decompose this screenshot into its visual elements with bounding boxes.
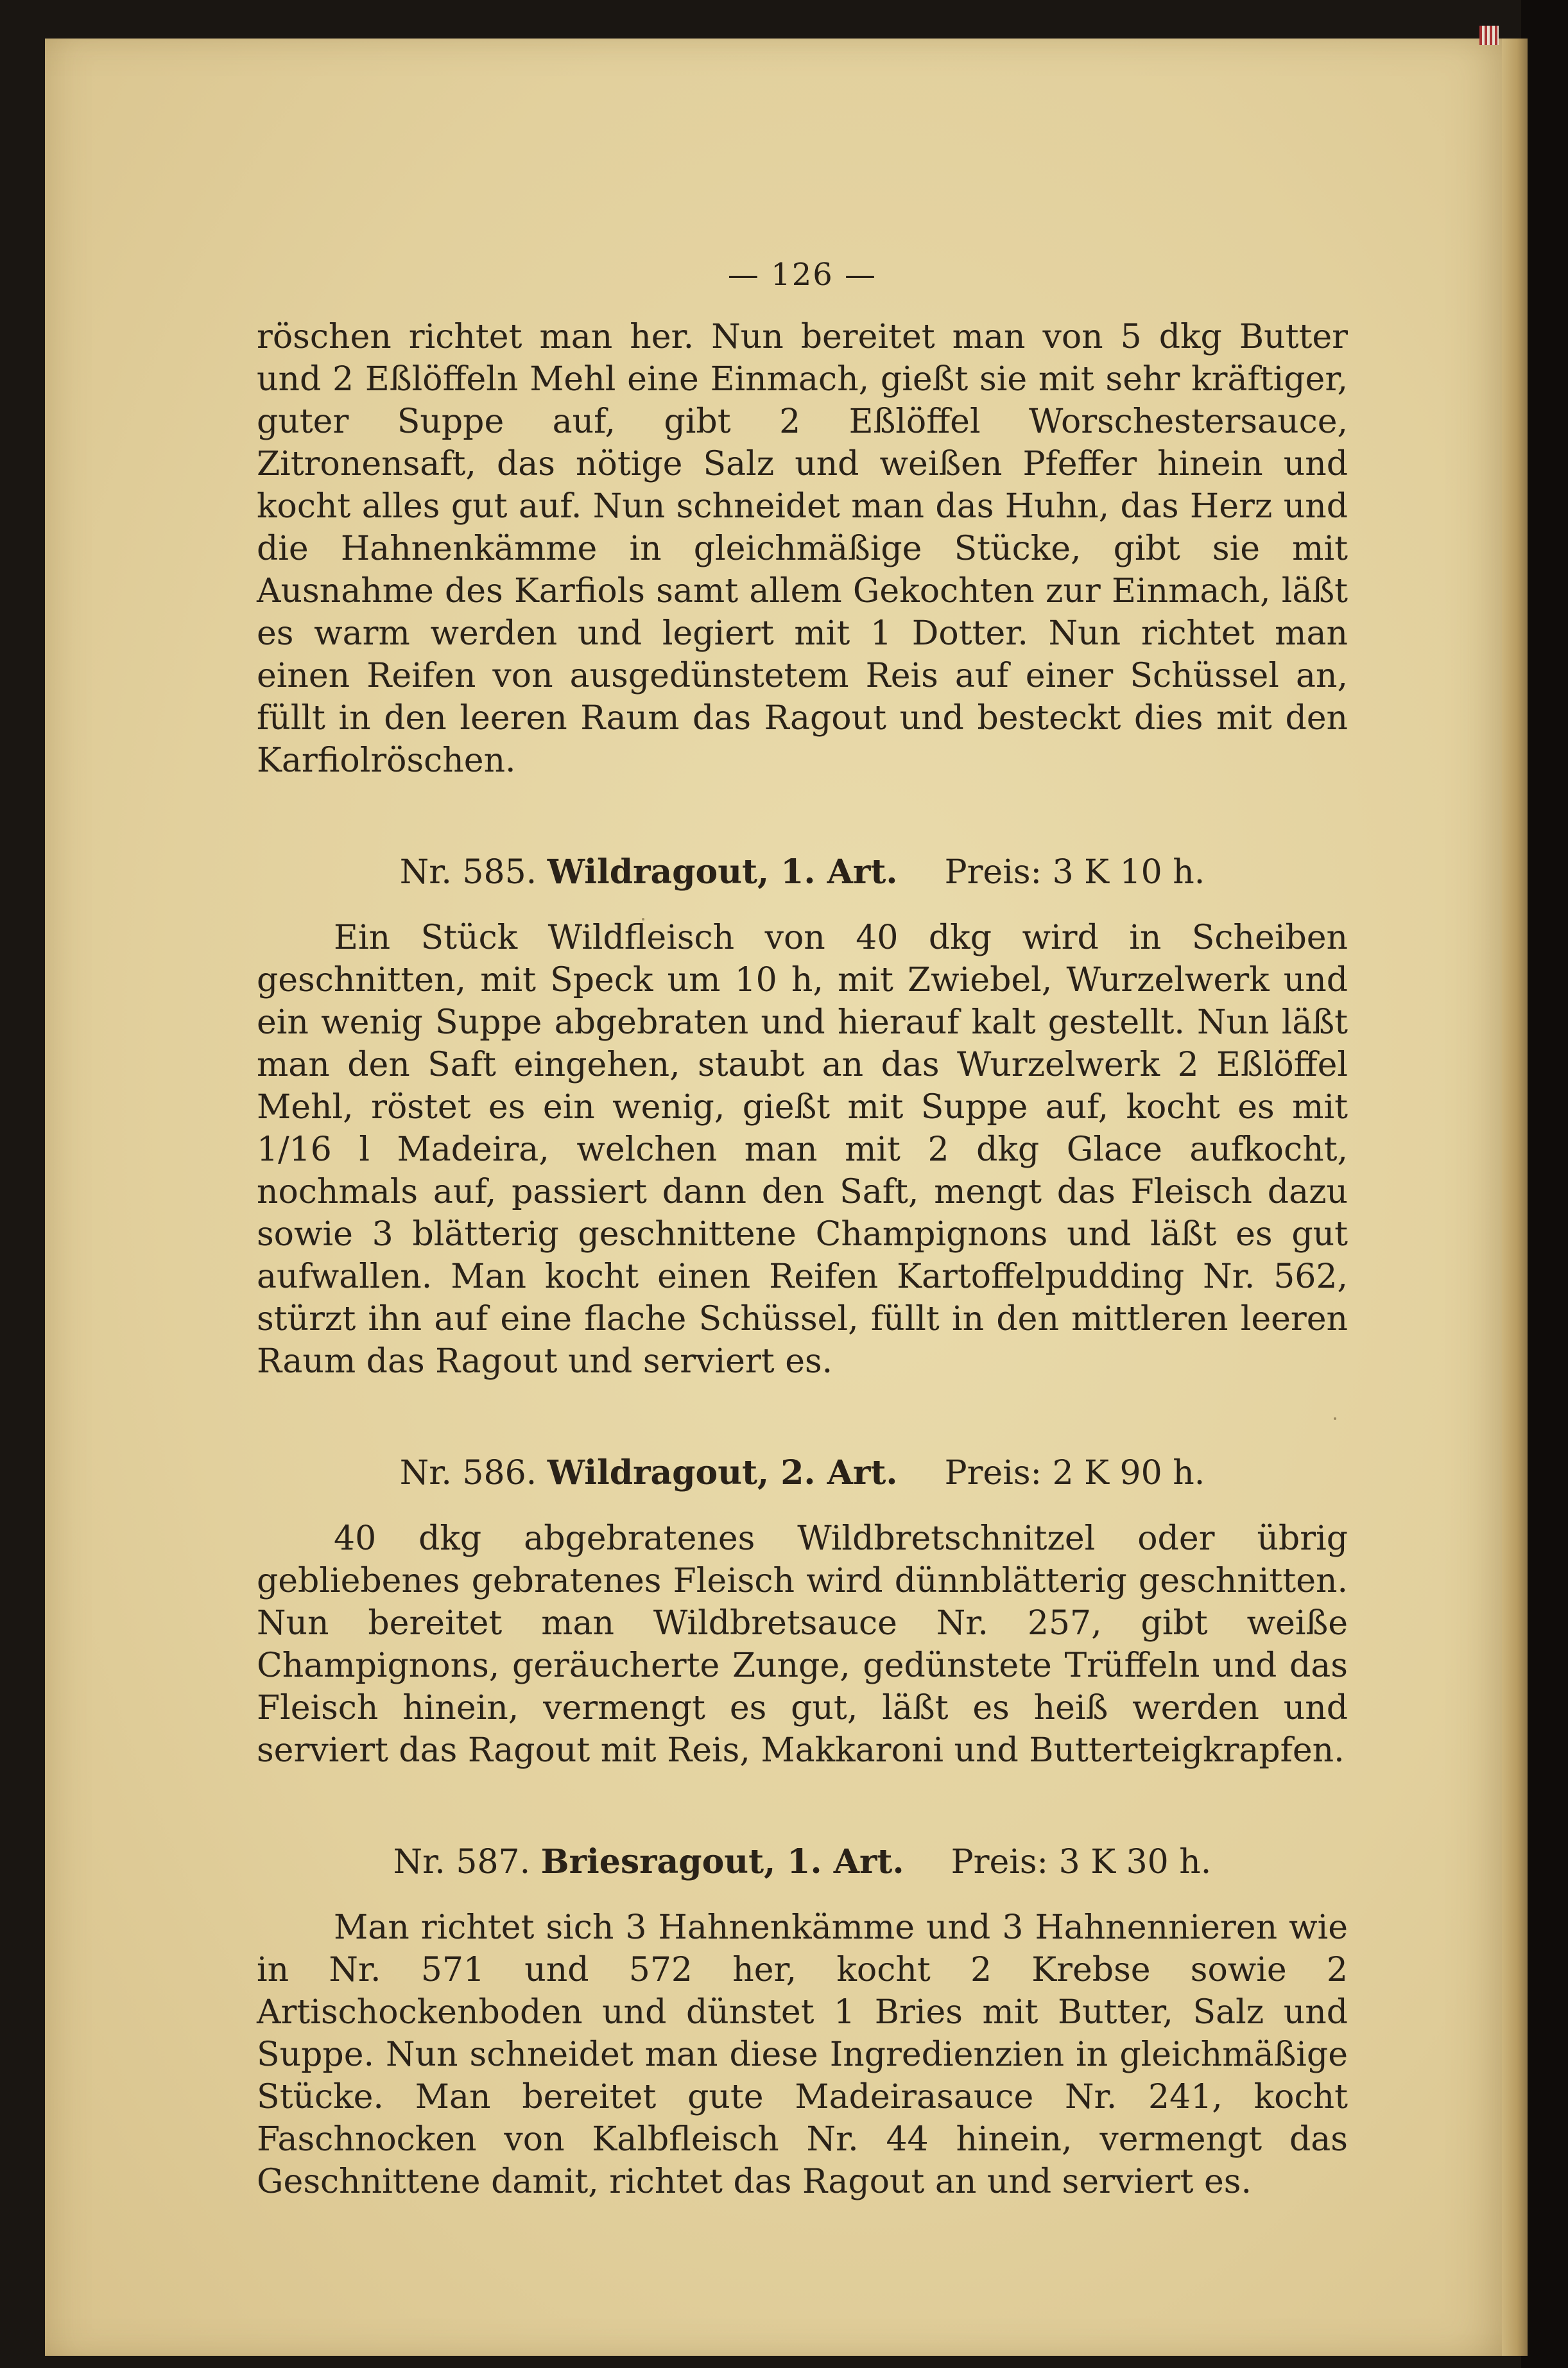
recipe-heading-585 — [257, 851, 1348, 894]
recipe-number: Nr. 585. — [399, 853, 537, 892]
intro-paragraph: röschen richtet man her. Nun bereitet man von 5 dkg Butter und 2 Eßlöffeln Mehl eine Einmach, gießt sie mit sehr kräftiger, guter Suppe auf, gibt 2 Eßlöffel Worschestersauce, Zitronensaft, das nötige Salz und weißen Pfeffer hinein und kocht alles gut auf. Nun schneidet man das Huhn, das Herz und die Hahnenkämme in gleichmäßige Stücke, gibt sie mit Ausnahme des Karfiols samt allem Gekochten zur Einmach, läßt es warm werden und legiert mit 1 Dotter. Nun richtet man einen Reifen von ausgedünstetem Reis auf einer Schüssel an, füllt in den leeren Raum das Ragout und besteckt dies mit den Karfiolröschen. — [257, 318, 1348, 780]
page-text — [257, 257, 1348, 2203]
page-edge — [1502, 39, 1528, 2356]
recipe-title: Wildragout, 1. Art. — [547, 852, 898, 892]
recipe-heading-586 — [257, 1452, 1348, 1494]
recipe-text-587: Man richtet sich 3 Hahnenkämme und 3 Hahnennieren wie in Nr. 571 und 572 her, kocht 2 Krebse sowie 2 Artischockenboden und dünstet 1 Bries mit Butter, Salz und Suppe. Nun schneidet man diese Ingredienzien in gleichmäßige Stücke. Man bereitet gute Madeirasauce Nr. 241, kocht Faschnocken von Kalbfleisch Nr. 44 hinein, vermengt das Geschnittene damit, richtet das Ragout an und serviert es. — [257, 1908, 1348, 2201]
recipe-text-586: 40 dkg abgebratenes Wildbretschnitzel oder übrig gebliebenes gebratenes Fleisch wird dünnblätterig geschnitten. Nun bereitet man Wildbretsauce Nr. 257, gibt weiße Champignons, geräucherte Zunge, gedünstete Trüffeln und das Fleisch hinein, vermengt es gut, läßt es heiß werden und serviert das Ragout mit Reis, Makkaroni und Butterteigkrapfen. — [257, 1519, 1348, 1770]
recipe-number: Nr. 587. — [393, 1843, 531, 1881]
bookmark-ribbon — [1479, 26, 1499, 45]
book-binding — [1521, 0, 1568, 2368]
recipe-title: Briesragout, 1. Art. — [540, 1842, 904, 1881]
recipe-text-585: Ein Stück Wildfleisch von 40 dkg wird in Scheiben geschnitten, mit Speck um 10 h, mit Zwiebel, Wurzelwerk und ein wenig Suppe abgebraten und hierauf kalt gestellt. Nun läßt man den Saft eingehen, staubt an das Wurzelwerk 2 Eßlöffel Mehl, röstet es ein wenig, gießt mit Suppe auf, kocht es mit 1/16 l Madeira, welchen man mit 2 dkg Glace aufkocht, nochmals auf, passiert dann den Saft, mengt das Fleisch dazu sowie 3 blätterig geschnittene Champignons und läßt es gut aufwallen. Man kocht einen Reifen Kartoffelpudding Nr. 562, stürzt ihn auf eine flache Schüssel, füllt in den mittleren leeren Raum das Ragout und serviert es. — [257, 919, 1348, 1381]
recipe-heading-587 — [257, 1841, 1348, 1883]
recipe-title: Wildragout, 2. Art. — [547, 1453, 898, 1492]
recipe-price: Preis: 3 K 10 h. — [944, 853, 1205, 892]
recipe-price: Preis: 2 K 90 h. — [944, 1454, 1205, 1492]
recipe-number: Nr. 586. — [399, 1454, 537, 1492]
recipe-price: Preis: 3 K 30 h. — [951, 1843, 1212, 1881]
page-number: — 126 — — [727, 257, 877, 293]
